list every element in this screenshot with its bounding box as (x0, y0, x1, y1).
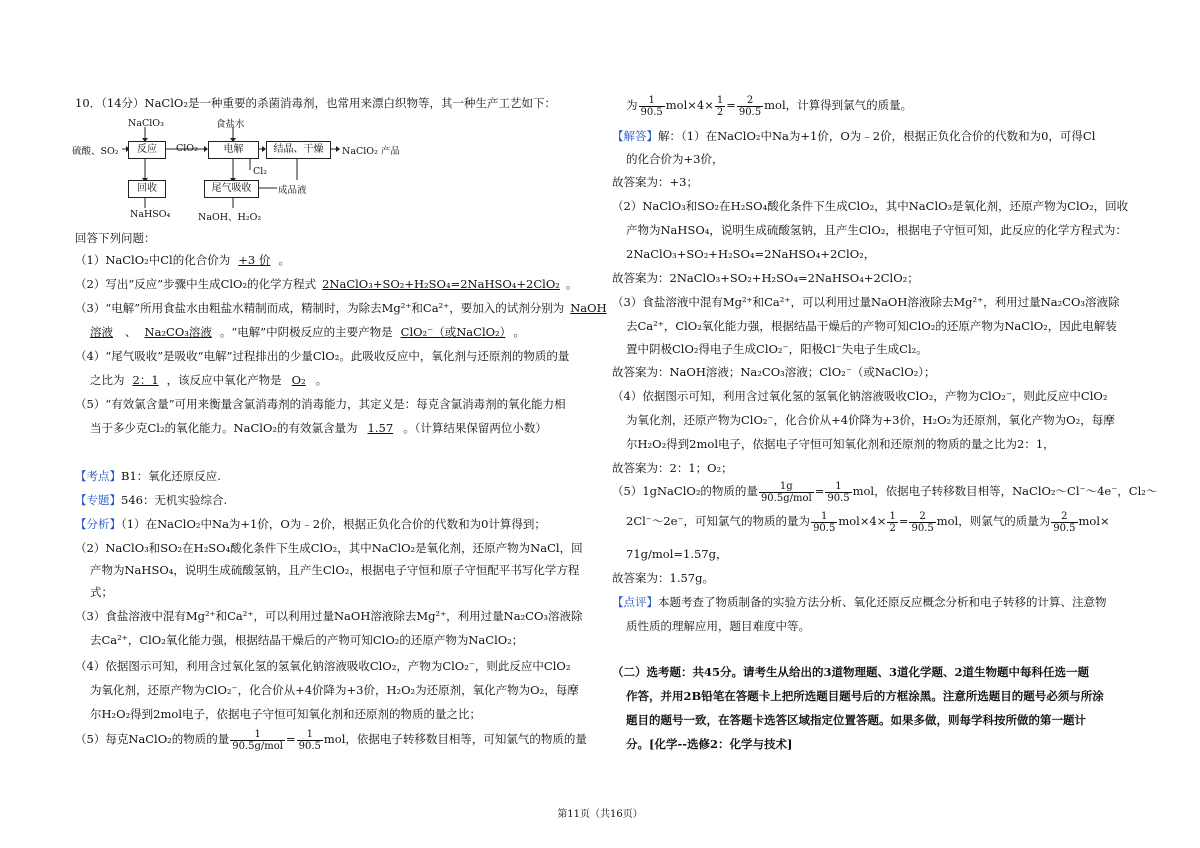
fenxi-l10: （5）每克NaClO₂的物质的量 $\frac{1}{\text{90.5g/mol}}$ = $\frac{1}{90.5}$ mol，依据电子转移数目相等，可知氯气的物质的量 (75, 728, 587, 752)
q3-line1: （3）“电解”所用食盐水由粗盐水精制而成，精制时，为除去Mg²⁺和Ca²⁺，要加入的试剂分别为 NaOH (75, 301, 607, 315)
jieda-j10: 置中阴极ClO₂得电子生成ClO₂⁻，阳极Cl⁻失电子生成Cl₂。 (626, 342, 928, 356)
jieda-j9: 去Ca²⁺，ClO₂氧化能力强，根据结晶干燥后的产物可知ClO₂的还原产物为NaClO₂，因此电解装 (626, 319, 1117, 333)
jieda-j2: 的化合价为+3价， (626, 152, 724, 166)
box-recycle: 回收 (128, 180, 166, 198)
jieda-j8: （3）食盐溶液中混有Mg²⁺和Ca²⁺，可以利用过量NaOH溶液除去Mg²⁺，利用过量Na₂CO₃溶液除 (612, 295, 1120, 309)
jieda-j6: 2NaClO₃+SO₂+H₂SO₄=2NaHSO₄+2ClO₂， (626, 247, 876, 261)
frac-j17-a: $\frac{1}{90.5}$ (813, 510, 836, 534)
label-naoh-h2o2: NaOH、H₂O₂ (198, 212, 262, 223)
q4-line2: 之比为 2：1 ，该反应中氧化产物是 O₂ 。 (90, 373, 328, 387)
frac-j17-c: $\frac{2}{90.5}$ (911, 510, 934, 534)
q5-line1: （5）“有效氯含量”可用来衡量含氯消毒剂的消毒能力，其定义是：每克含氯消毒剂的氧化能力相 (75, 397, 566, 411)
jieda-j7: 故答案为：2NaClO₃+SO₂+H₂SO₄=2NaHSO₄+2ClO₂； (612, 271, 919, 285)
frac-r0-a: $\frac{1}{90.5}$ (640, 94, 663, 118)
xuankao-x4: 分。[化学--选修2：化学与技术] (626, 737, 793, 751)
jieda-j16: （5）1gNaClO₂的物质的量 $\frac{1g}{\text{90.5g/mol}}$ = $\frac{1}{90.5}$ mol，依据电子转移数目相等，NaClO₂～Cl⁻～4e⁻，Cl₂～ (612, 480, 1158, 504)
jieda-j4: （2）NaClO₃和SO₂在H₂SO₄酸化条件下生成ClO₂，其中NaClO₃是氧化剂，还原产物为ClO₂，回收 (612, 199, 1129, 213)
jieda-j17: 2Cl⁻～2e⁻，可知氯气的物质的量为 $\frac{1}{90.5}$ mol×4× $\frac{1}{2}$ = $\frac{2}{90.5}$ mol，则氯气的质量为 $\frac{2}{90.5}$ mol× (626, 510, 1110, 534)
box-reaction: 反应 (128, 141, 166, 159)
jieda-j3: 故答案为：+3； (612, 175, 698, 189)
jieda-j15: 故答案为：2：1；O₂； (612, 461, 733, 475)
zhuanti: 【专题】546：无机实验综合. (75, 493, 228, 507)
jieda-j5: 产物为NaHSO₄，说明生成硫酸氢钠，且产生ClO₂，根据电子守恒可知，此反应的化学方程式为： (626, 223, 1127, 237)
q2: （2）写出“反应”步骤中生成ClO₂的化学方程式 2NaClO₃+SO₂+H₂SO₄=2NaHSO₄+2ClO₂ 。 (75, 277, 578, 291)
frac-j17-d: $\frac{2}{90.5}$ (1053, 510, 1076, 534)
process-flowchart (72, 116, 412, 224)
xuankao-x3: 题目的题号一致，在答题卡选答区域指定位置答题。如果多做，则每学科按所做的第一题计 (626, 713, 1086, 727)
label-clo2: ClO₂ (176, 143, 198, 154)
input-naclo3: NaClO₃ (128, 118, 164, 129)
jieda-j1: 【解答】解：（1）在NaClO₂中Na为+1价，O为﹣2价，根据正负化合价的代数和为0，可得Cl (612, 129, 1096, 143)
frac-j17-b: $\frac{1}{2}$ (889, 510, 896, 534)
box-electrolysis: 电解 (208, 141, 259, 159)
box-tail-gas-absorb: 尾气吸收 (204, 180, 259, 198)
fenxi-l9: 尔H₂O₂得到2mol电子，依据电子守恒可知氧化剂和还原剂的物质的量之比； (90, 707, 481, 721)
label-product: NaClO₂ 产品 (342, 146, 400, 157)
frac-r0-b: $\frac{1}{2}$ (716, 94, 724, 118)
fenxi-l4: 式； (90, 585, 113, 599)
label-finished-liquid: 成品液 (278, 185, 307, 196)
q4-line1: （4）“尾气吸收”是吸收“电解”过程排出的少量ClO₂。此吸收反应中，氧化剂与还原剂的物质的量 (75, 349, 570, 363)
jieda-j13: 为氧化剂，还原产物为ClO₂⁻，化合价从+4价降为+3价，H₂O₂为还原剂，氧化产物为O₂，每摩 (626, 413, 1115, 427)
jieda-j18: 71g/mol=1.57g， (626, 547, 728, 561)
frac-r0-c: $\frac{2}{90.5}$ (738, 94, 762, 118)
jieda-j11: 故答案为：NaOH溶液；Na₂CO₃溶液；ClO₂⁻（或NaClO₂）； (612, 365, 936, 379)
input-acid-so2: 硫酸、SO₂ (72, 146, 119, 157)
label-nahso4: NaHSO₄ (130, 209, 171, 220)
input-salt-water: 食盐水 (216, 119, 245, 130)
page-footer: 第11页（共16页） (557, 809, 643, 820)
flowchart-arrows (72, 116, 412, 224)
dianping-d2: 质性质的理解应用，题目难度中等。 (626, 619, 810, 633)
q1: （1）NaClO₂中Cl的化合价为 +3 价 。 (75, 253, 290, 267)
jieda-j19: 故答案为：1.57g。 (612, 571, 714, 585)
right-r0: 为 $\frac{1}{90.5}$ mol×4× $\frac{1}{2}$ = $\frac{2}{90.5}$ mol，计算得到氯气的质量。 (626, 94, 913, 118)
frac-1-over-905: $\frac{1}{90.5}$ (298, 728, 321, 752)
label-cl2: Cl₂ (253, 166, 268, 177)
fenxi-l1: 【分析】（1）在NaClO₂中Na为+1价，O为﹣2价，根据正负化合价的代数和为0计算得到； (75, 517, 546, 531)
dianping-d1: 【点评】本题考查了物质制备的实验方法分析、氧化还原反应概念分析和电子转移的计算、注意物 (612, 595, 1107, 609)
fenxi-l2: （2）NaClO₃和SO₂在H₂SO₄酸化条件下生成ClO₂，其中NaClO₂是氧化剂，还原产物为NaCl，回 (75, 541, 583, 555)
kaodian: 【考点】B1：氧化还原反应. (75, 469, 221, 483)
xuankao-x1: （二）选考题：共45分。请考生从给出的3道物理题、3道化学题、2道生物题中每科任选一题 (612, 665, 1090, 679)
box-crystallize-dry: 结晶、干燥 (266, 141, 331, 159)
q5-line2: 当于多少克Cl₂的氧化能力。NaClO₂的有效氯含量为 1.57 。（计算结果保留两位小数） (90, 421, 547, 435)
fenxi-l3: 产物为NaHSO₄，说明生成硫酸氢钠，且产生ClO₂，根据电子守恒和原子守恒配平书写化学方程 (90, 563, 580, 577)
frac-1g-over-mw: $\frac{1}{\text{90.5g/mol}}$ (232, 728, 283, 752)
q3-line2: 溶液 、 Na₂CO₃溶液 。“电解”中阴极反应的主要产物是 ClO₂⁻（或NaClO₂） 。 (90, 325, 525, 339)
fenxi-l8: 为氧化剂，还原产物为ClO₂⁻，化合价从+4价降为+3价，H₂O₂为还原剂，氧化产物为O₂，每摩 (90, 683, 579, 697)
fenxi-l5: （3）食盐溶液中混有Mg²⁺和Ca²⁺，可以利用过量NaOH溶液除去Mg²⁺，利用过量Na₂CO₃溶液除 (75, 609, 583, 623)
frac-j16-b: $\frac{1}{90.5}$ (827, 480, 850, 504)
frac-j16-a: $\frac{1g}{\text{90.5g/mol}}$ (760, 480, 812, 504)
jieda-j14: 尔H₂O₂得到2mol电子，依据电子守恒可知氧化剂和还原剂的物质的量之比为2：1， (626, 437, 1055, 451)
jieda-j12: （4）依据图示可知，利用含过氧化氢的氢氧化钠溶液吸收ClO₂，产物为ClO₂⁻，则此反应中ClO₂ (612, 389, 1108, 403)
fenxi-l7: （4）依据图示可知，利用含过氧化氢的氢氧化钠溶液吸收ClO₂，产物为ClO₂⁻，则此反应中ClO₂ (75, 659, 571, 673)
fenxi-l6: 去Ca²⁺，ClO₂氧化能力强，根据结晶干燥后的产物可知ClO₂的还原产物为NaClO₂； (90, 633, 524, 647)
xuankao-x2: 作答，并用2B铅笔在答题卡上把所选题目题号后的方框涂黑。注意所选题目的题号必须与所涂 (626, 689, 1104, 703)
question-prompt: 回答下列问题： (75, 231, 156, 245)
question-title: 10．（14分）NaClO₂是一种重要的杀菌消毒剂，也常用来漂白织物等，其一种生产工艺如下： (75, 96, 556, 110)
